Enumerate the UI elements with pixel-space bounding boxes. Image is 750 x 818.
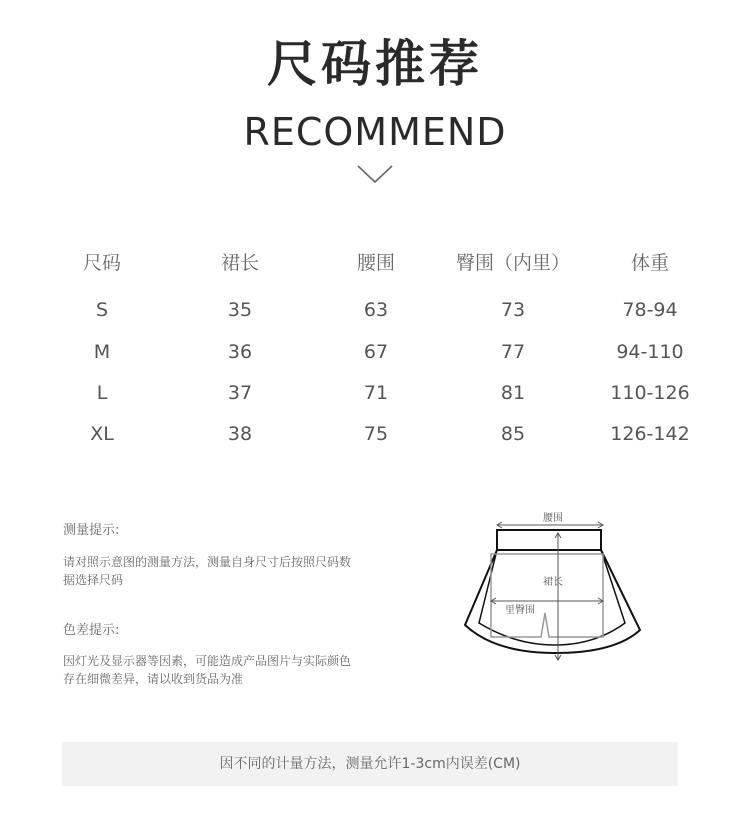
header-weight: 体重	[630, 252, 669, 274]
cell-waist: 75	[363, 423, 389, 445]
footer-note-bar	[62, 742, 678, 786]
cell-weight: 110-126	[610, 382, 690, 404]
cell-size: S	[95, 299, 109, 321]
cell-waist: 63	[363, 299, 389, 321]
cell-size: XL	[90, 423, 114, 445]
color-tip-title: 色差提示:	[63, 623, 120, 638]
cell-hip: 81	[500, 382, 526, 404]
cell-weight: 94-110	[616, 341, 684, 363]
measure-tip-body: 请对照示意图的测量方法，测量自身尺寸后按照尺码数据选择尺码	[63, 555, 352, 587]
hip-label: 里臀围	[505, 605, 535, 616]
waist-label: 腰围	[543, 513, 563, 524]
skirt-measurement-diagram	[455, 505, 650, 665]
color-tip-body: 因灯光及显示器等因素，可能造成产品图片与实际颜色存在细微差异，请以收到货品为准	[63, 654, 352, 686]
cell-weight: 78-94	[622, 299, 678, 321]
chevron-down-icon	[357, 164, 393, 184]
cell-waist: 67	[363, 341, 389, 363]
cell-skirt-length: 35	[227, 299, 253, 321]
cell-skirt-length: 38	[227, 423, 253, 445]
cell-size: L	[96, 382, 108, 404]
table-row	[0, 376, 750, 410]
table-row	[0, 417, 750, 451]
cell-skirt-length: 37	[227, 382, 253, 404]
header-size: 尺码	[82, 252, 121, 274]
length-label: 裙长	[543, 577, 563, 588]
cell-waist: 71	[363, 382, 389, 404]
footer-note: 因不同的计量方法，测量允许1-3cm内误差(CM)	[219, 756, 521, 772]
header-waist: 腰围	[356, 252, 395, 274]
table-header-row	[0, 246, 750, 280]
header-skirt-length: 裙长	[220, 252, 259, 274]
cell-hip: 77	[500, 341, 526, 363]
table-row	[0, 335, 750, 369]
inner-shorts	[491, 554, 603, 637]
cell-hip: 85	[500, 423, 526, 445]
cell-skirt-length: 36	[227, 341, 253, 363]
cell-hip: 73	[500, 299, 526, 321]
page-title-en: RECOMMEND	[243, 110, 507, 154]
header-hip: 臀围（内里）	[455, 252, 570, 274]
measure-tip-title: 测量提示:	[63, 523, 120, 538]
page-title-cn: 尺码推荐	[267, 35, 483, 93]
table-row	[0, 293, 750, 327]
cell-size: M	[93, 341, 111, 363]
waistband	[497, 530, 601, 550]
cell-weight: 126-142	[610, 423, 690, 445]
